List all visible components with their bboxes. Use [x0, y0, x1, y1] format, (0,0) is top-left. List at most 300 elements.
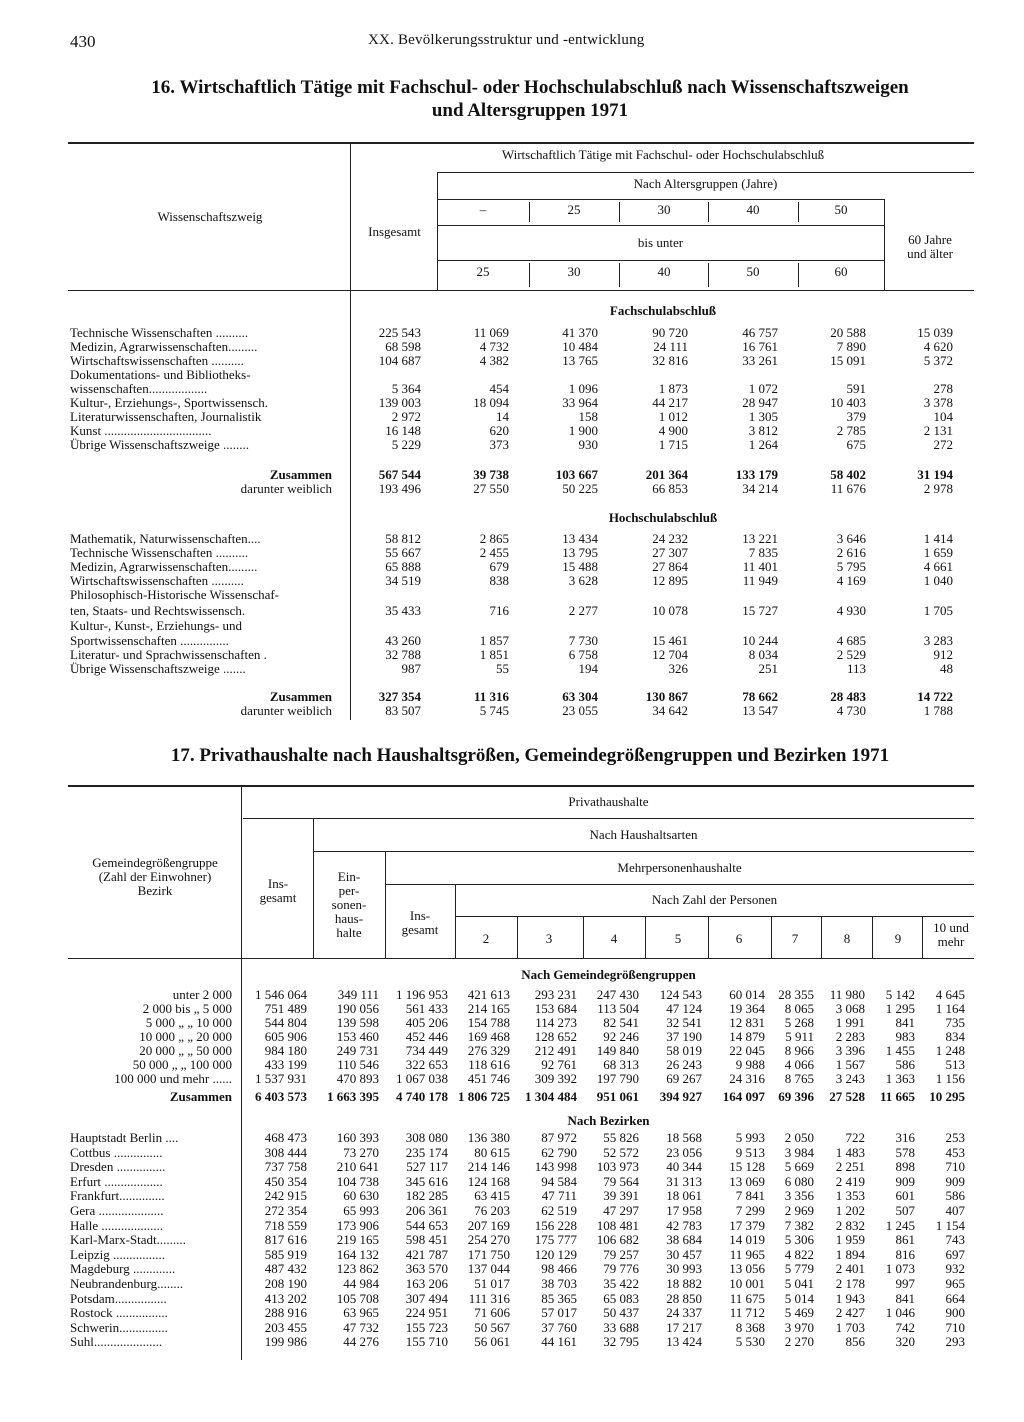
cell-value: 2 529 [836, 647, 866, 662]
cell-value: 1 073 [885, 1261, 915, 1277]
row-label: Magdeburg ............. [70, 1261, 176, 1277]
cell-value: 10 001 [729, 1276, 765, 1291]
row-label: Zusammen [169, 1089, 232, 1104]
rule [68, 142, 974, 144]
rule [798, 263, 799, 287]
cell-value: 5 911 [785, 1029, 814, 1044]
cell-value: 7 890 [836, 339, 866, 354]
cell-value: 932 [945, 1261, 965, 1277]
row-label: Wirtschaftswissenschaften .......... [70, 353, 244, 368]
stub-header-line1: Gemeindegrößengruppe [92, 855, 218, 870]
cell-value: 308 080 [405, 1130, 448, 1145]
cell-value: 2 283 [835, 1029, 865, 1044]
cell-value: 5 745 [479, 703, 509, 718]
cell-value: 13 221 [742, 531, 778, 546]
row-label: darunter weiblich [240, 481, 332, 496]
cell-value: 210 641 [336, 1159, 379, 1175]
persons-header: Nach Zahl der Personen [651, 892, 778, 907]
cell-value: 743 [945, 1232, 965, 1248]
cell-value: 24 111 [653, 339, 688, 354]
age-to-label: 25 [476, 264, 490, 279]
cell-value: 38 703 [541, 1276, 577, 1291]
table-row [0, 1002, 1024, 1016]
table-row [0, 1292, 1024, 1306]
running-head: XX. Bevölkerungsstruktur und -entwicklung [368, 32, 645, 48]
cell-value: 11 965 [729, 1246, 765, 1262]
cell-value: 5 993 [735, 1130, 765, 1145]
cell-value: 451 746 [467, 1071, 510, 1086]
cell-value: 212 491 [534, 1043, 577, 1058]
cell-value: 513 [945, 1057, 965, 1072]
cell-value: 182 285 [405, 1188, 448, 1204]
ten-plus-label [926, 921, 976, 949]
cell-value: 12 704 [652, 647, 688, 662]
cell-value: 841 [895, 1290, 915, 1306]
cell-value: 155 710 [405, 1334, 448, 1350]
household-types-header: Nach Haushaltsarten [589, 827, 698, 842]
cell-value: 251 [758, 661, 778, 676]
age-to-label: 40 [657, 264, 671, 279]
cell-value: 3 970 [784, 1319, 814, 1335]
table-row [0, 1321, 1024, 1335]
cell-value: 34 519 [385, 573, 421, 588]
table-row [0, 424, 1024, 438]
table-row [0, 1044, 1024, 1058]
total-header [243, 877, 313, 905]
cell-value: 1 455 [885, 1043, 915, 1058]
cell-value: 1 245 [885, 1217, 915, 1233]
cell-value: 2 178 [835, 1276, 865, 1291]
cell-value: 8 368 [735, 1319, 765, 1335]
multi-person-header: Mehrpersonenhaushalte [617, 860, 742, 875]
rule [583, 916, 584, 958]
cell-value: 1 991 [835, 1015, 865, 1030]
cell-value: 42 783 [666, 1217, 702, 1233]
cell-value: 413 202 [264, 1290, 307, 1306]
cell-value: 8 065 [784, 1001, 814, 1016]
cell-value: 44 984 [343, 1276, 379, 1291]
cell-value: 158 [578, 409, 598, 424]
cell-value: 578 [895, 1144, 915, 1160]
persons-column-label: 7 [791, 931, 799, 946]
cell-value: 3 628 [568, 573, 598, 588]
age-from-label: 30 [657, 202, 671, 217]
cell-value: 567 544 [378, 467, 421, 482]
cell-value: 718 559 [264, 1217, 307, 1233]
cell-value: 5 795 [836, 559, 866, 574]
cell-value: 79 776 [603, 1261, 639, 1277]
cell-value: 24 316 [729, 1071, 765, 1086]
cell-value: 104 [933, 409, 953, 424]
cell-value: 1 196 953 [396, 987, 448, 1002]
cell-value: 288 916 [264, 1305, 307, 1321]
cell-value: 984 180 [264, 1043, 307, 1058]
cell-value: 930 [578, 437, 598, 452]
cell-value: 675 [846, 437, 866, 452]
cell-value: 169 468 [467, 1029, 510, 1044]
row-label: Karl-Marx-Stadt......... [70, 1232, 186, 1248]
cell-value: 7 382 [784, 1217, 814, 1233]
cell-value: 13 434 [562, 531, 598, 546]
cell-value: 11 401 [742, 559, 778, 574]
bis-unter-header: bis unter [637, 235, 684, 250]
cell-value: 90 720 [652, 325, 688, 340]
cell-value: 453 [945, 1144, 965, 1160]
cell-value: 1 659 [923, 545, 953, 560]
cell-value: 46 757 [742, 325, 778, 340]
cell-value: 11 949 [742, 573, 778, 588]
cell-value: 1 851 [479, 647, 509, 662]
age-from-label: – [479, 202, 487, 217]
cell-value: 4 066 [784, 1057, 814, 1072]
cell-value: 66 853 [652, 481, 688, 496]
multi-total-header [385, 909, 455, 937]
cell-value: 2 427 [835, 1305, 865, 1321]
persons-column-label: 3 [545, 931, 553, 946]
rule [313, 851, 974, 852]
row-label: Übrige Wissenschaftszweige ....... [70, 661, 246, 676]
cell-value: 242 915 [264, 1188, 307, 1204]
cell-value: 15 461 [652, 633, 688, 648]
cell-value: 18 061 [666, 1188, 702, 1204]
cell-value: 1 959 [835, 1232, 865, 1248]
row-label: Dresden ............... [70, 1159, 166, 1175]
table16-title [40, 76, 1020, 122]
cell-value: 951 061 [596, 1089, 639, 1104]
cell-value: 65 083 [603, 1290, 639, 1306]
table-row [0, 604, 1024, 618]
cell-value: 1 537 931 [255, 1071, 307, 1086]
cell-value: 175 777 [534, 1232, 577, 1248]
row-label: Potsdam................ [70, 1290, 167, 1306]
row-label: Suhl..................... [70, 1334, 163, 1350]
cell-value: 32 788 [385, 647, 421, 662]
table-row [0, 1306, 1024, 1320]
cell-value: 27 528 [829, 1089, 865, 1104]
cell-value: 43 260 [385, 633, 421, 648]
cell-value: 15 488 [562, 559, 598, 574]
cell-value: 11 712 [729, 1305, 765, 1321]
cell-value: 2 050 [784, 1130, 814, 1145]
cell-value: 433 199 [264, 1057, 307, 1072]
stub-header [70, 856, 240, 898]
table-row [0, 634, 1024, 648]
cell-value: 856 [845, 1334, 865, 1350]
cell-value: 30 993 [666, 1261, 702, 1277]
cell-value: 18 882 [666, 1276, 702, 1291]
table-row [0, 482, 1024, 496]
cell-value: 123 862 [336, 1261, 379, 1277]
cell-value: 1 012 [658, 409, 688, 424]
cell-value: 421 787 [405, 1246, 448, 1262]
cell-value: 155 723 [405, 1319, 448, 1335]
row-label: Kultur-, Erziehungs-, Sportwissensch. [70, 395, 268, 410]
persons-column-label: 9 [894, 931, 902, 946]
cell-value: 379 [846, 409, 866, 424]
sixty-header-line2: und älter [907, 246, 953, 261]
table-row [0, 468, 1024, 482]
cell-value: 735 [945, 1015, 965, 1030]
cell-value: 104 687 [378, 353, 421, 368]
persons-column-label: 5 [674, 931, 682, 946]
cell-value: 52 572 [603, 1144, 639, 1160]
cell-value: 585 919 [264, 1246, 307, 1262]
cell-value: 3 243 [835, 1071, 865, 1086]
cell-value: 1 046 [885, 1305, 915, 1321]
cell-value: 4 822 [784, 1246, 814, 1262]
stub-header: Wissenschaftszweig [157, 209, 263, 224]
cell-value: 1 873 [658, 381, 688, 396]
cell-value: 194 [578, 661, 598, 676]
total-header: Insgesamt [368, 224, 421, 239]
cell-value: 254 270 [467, 1232, 510, 1248]
cell-value: 128 652 [534, 1029, 577, 1044]
cell-value: 120 129 [534, 1246, 577, 1262]
cell-value: 1 894 [835, 1246, 865, 1262]
table-row [0, 1219, 1024, 1233]
table-row [0, 588, 1024, 602]
table-row [0, 648, 1024, 662]
cell-value: 15 128 [729, 1159, 765, 1175]
row-label: Kunst ................................. [70, 423, 212, 438]
row-label: Kultur-, Kunst-, Erziehungs- und [70, 618, 242, 633]
cell-value: 586 [945, 1188, 965, 1204]
cell-value: 47 297 [603, 1203, 639, 1218]
cell-value: 203 455 [264, 1319, 307, 1335]
cell-value: 50 567 [474, 1319, 510, 1335]
stub-header-line3: Bezirk [137, 883, 173, 898]
row-label: 2 000 bis „ 5 000 [142, 1001, 232, 1016]
cell-value: 65 888 [385, 559, 421, 574]
rule [385, 884, 974, 885]
rule [68, 785, 974, 787]
cell-value: 139 598 [336, 1015, 379, 1030]
cell-value: 18 094 [473, 395, 509, 410]
cell-value: 487 432 [264, 1261, 307, 1277]
cell-value: 156 228 [534, 1217, 577, 1233]
cell-value: 816 [895, 1246, 915, 1262]
cell-value: 164 097 [722, 1089, 765, 1104]
table-row [0, 326, 1024, 340]
persons-column-label: 4 [610, 931, 618, 946]
cell-value: 7 299 [735, 1203, 765, 1218]
row-label: 50 000 „ „ 100 000 [132, 1057, 232, 1072]
cell-value: 1 264 [748, 437, 778, 452]
rule [922, 916, 923, 958]
cell-value: 965 [945, 1276, 965, 1291]
cell-value: 3 378 [923, 395, 953, 410]
cell-value: 4 685 [836, 633, 866, 648]
cell-value: 1 067 038 [396, 1071, 448, 1086]
cell-value: 327 354 [378, 689, 421, 704]
cell-value: 349 111 [337, 987, 379, 1002]
cell-value: 2 616 [836, 545, 866, 560]
rule [68, 958, 974, 959]
cell-value: 544 653 [405, 1217, 448, 1233]
table-row [0, 438, 1024, 452]
cell-value: 710 [945, 1159, 965, 1175]
cell-value: 51 017 [474, 1276, 510, 1291]
single-person-header-line1: Ein- [337, 869, 361, 884]
table-row [0, 410, 1024, 424]
table-row [0, 690, 1024, 704]
cell-value: 85 365 [541, 1290, 577, 1306]
row-label: darunter weiblich [240, 703, 332, 718]
cell-value: 9 513 [735, 1144, 765, 1160]
cell-value: 153 684 [534, 1001, 577, 1016]
cell-value: 6 080 [784, 1173, 814, 1189]
cell-value: 620 [489, 423, 509, 438]
row-label: Hauptstadt Berlin .... [70, 1130, 179, 1145]
cell-value: 136 380 [467, 1130, 510, 1145]
single-person-header-line4: haus- [334, 911, 364, 926]
cell-value: 163 206 [405, 1276, 448, 1291]
cell-value: 92 246 [603, 1029, 639, 1044]
cell-value: 697 [945, 1246, 965, 1262]
cell-value: 1 096 [568, 381, 598, 396]
cell-value: 33 964 [562, 395, 598, 410]
cell-value: 7 841 [735, 1188, 765, 1204]
cell-value: 16 148 [385, 423, 421, 438]
cell-value: 103 667 [555, 467, 598, 482]
cell-value: 598 451 [405, 1232, 448, 1248]
cell-value: 1 164 [935, 1001, 965, 1016]
cell-value: 69 267 [666, 1071, 702, 1086]
cell-value: 308 444 [264, 1144, 307, 1160]
cell-value: 10 484 [562, 339, 598, 354]
cell-value: 44 161 [541, 1334, 577, 1350]
table-row [0, 574, 1024, 588]
cell-value: 4 900 [658, 423, 688, 438]
cell-value: 160 393 [336, 1130, 379, 1145]
cell-value: 12 831 [729, 1015, 765, 1030]
cell-value: 65 993 [343, 1203, 379, 1218]
rule [437, 225, 884, 226]
cell-value: 58 812 [385, 531, 421, 546]
cell-value: 114 273 [535, 1015, 577, 1030]
cell-value: 734 449 [405, 1043, 448, 1058]
table-row [0, 382, 1024, 396]
cell-value: 154 788 [467, 1015, 510, 1030]
cell-value: 30 457 [666, 1246, 702, 1262]
cell-value: 104 738 [336, 1173, 379, 1189]
cell-value: 3 283 [923, 633, 953, 648]
cell-value: 37 760 [541, 1319, 577, 1335]
row-label: 10 000 „ „ 20 000 [139, 1029, 232, 1044]
cell-value: 56 061 [474, 1334, 510, 1350]
ten-plus-line2: mehr [937, 934, 965, 949]
cell-value: 35 422 [603, 1276, 639, 1291]
cell-value: 1 483 [835, 1144, 865, 1160]
table-row [0, 396, 1024, 410]
rule [798, 202, 799, 222]
cell-value: 118 616 [468, 1057, 510, 1072]
cell-value: 5 469 [784, 1305, 814, 1321]
cell-value: 11 676 [830, 481, 866, 496]
cell-value: 11 665 [879, 1089, 915, 1104]
cell-value: 15 039 [917, 325, 953, 340]
persons-column-label: 8 [843, 931, 851, 946]
rule [529, 263, 530, 287]
single-person-header [313, 870, 385, 940]
cell-value: 105 708 [336, 1290, 379, 1306]
rule [821, 916, 822, 958]
cell-value: 124 543 [659, 987, 702, 1002]
rule [619, 202, 620, 222]
cell-value: 751 489 [264, 1001, 307, 1016]
cell-value: 14 722 [917, 689, 953, 704]
cell-value: 14 019 [729, 1232, 765, 1248]
cell-value: 16 761 [742, 339, 778, 354]
page-number: 430 [70, 32, 96, 51]
cell-value: 5 268 [784, 1015, 814, 1030]
cell-value: 278 [933, 381, 953, 396]
cell-value: 1 703 [835, 1319, 865, 1335]
cell-value: 5 142 [885, 987, 915, 1002]
cell-value: 1 202 [835, 1203, 865, 1218]
cell-value: 2 131 [923, 423, 953, 438]
cell-value: 3 646 [836, 531, 866, 546]
cell-value: 113 [846, 661, 866, 676]
cell-value: 22 045 [729, 1043, 765, 1058]
cell-value: 5 306 [784, 1232, 814, 1248]
table16-title-line2: und Altersgruppen 1971 [431, 100, 629, 121]
cell-value: 13 069 [729, 1173, 765, 1189]
cell-value: 421 613 [467, 987, 510, 1002]
cell-value: 98 466 [541, 1261, 577, 1277]
cell-value: 11 980 [829, 987, 865, 1002]
cell-value: 79 564 [603, 1173, 639, 1189]
cell-value: 4 620 [923, 339, 953, 354]
cell-value: 3 984 [784, 1144, 814, 1160]
table-row [0, 1175, 1024, 1189]
cell-value: 164 132 [336, 1246, 379, 1262]
section-title: Hochschulabschluß [608, 510, 718, 525]
cell-value: 62 790 [541, 1144, 577, 1160]
cell-value: 62 519 [541, 1203, 577, 1218]
rule [517, 916, 518, 958]
cell-value: 111 316 [468, 1290, 510, 1306]
table-row [0, 1058, 1024, 1072]
cell-value: 34 214 [742, 481, 778, 496]
cell-value: 76 203 [474, 1203, 510, 1218]
cell-value: 997 [895, 1276, 915, 1291]
cell-value: 41 370 [562, 325, 598, 340]
row-label: Literatur- und Sprachwissenschaften . [70, 647, 267, 662]
row-label: Schwerin............... [70, 1319, 168, 1335]
cell-value: 4 732 [479, 339, 509, 354]
table-row [0, 662, 1024, 676]
cell-value: 6 758 [568, 647, 598, 662]
cell-value: 63 965 [343, 1305, 379, 1321]
table-row [0, 1248, 1024, 1262]
cell-value: 405 206 [405, 1015, 448, 1030]
cell-value: 235 174 [405, 1144, 448, 1160]
cell-value: 10 244 [742, 633, 778, 648]
cell-value: 103 973 [596, 1159, 639, 1175]
single-person-header-line2: per- [338, 883, 360, 898]
rule [708, 916, 709, 958]
cell-value: 28 947 [742, 395, 778, 410]
cell-value: 249 731 [336, 1043, 379, 1058]
table17-title: 17. Privathaushalte nach Haushaltsgrößen, Gemeindegrößengruppen und Bezirken 1971 [170, 745, 890, 766]
cell-value: 106 682 [596, 1232, 639, 1248]
table-row [0, 1131, 1024, 1145]
row-label: Technische Wissenschaften .......... [70, 325, 249, 340]
cell-value: 4 645 [935, 987, 965, 1002]
table-row [0, 1030, 1024, 1044]
row-label: Technische Wissenschaften .......... [70, 545, 249, 560]
